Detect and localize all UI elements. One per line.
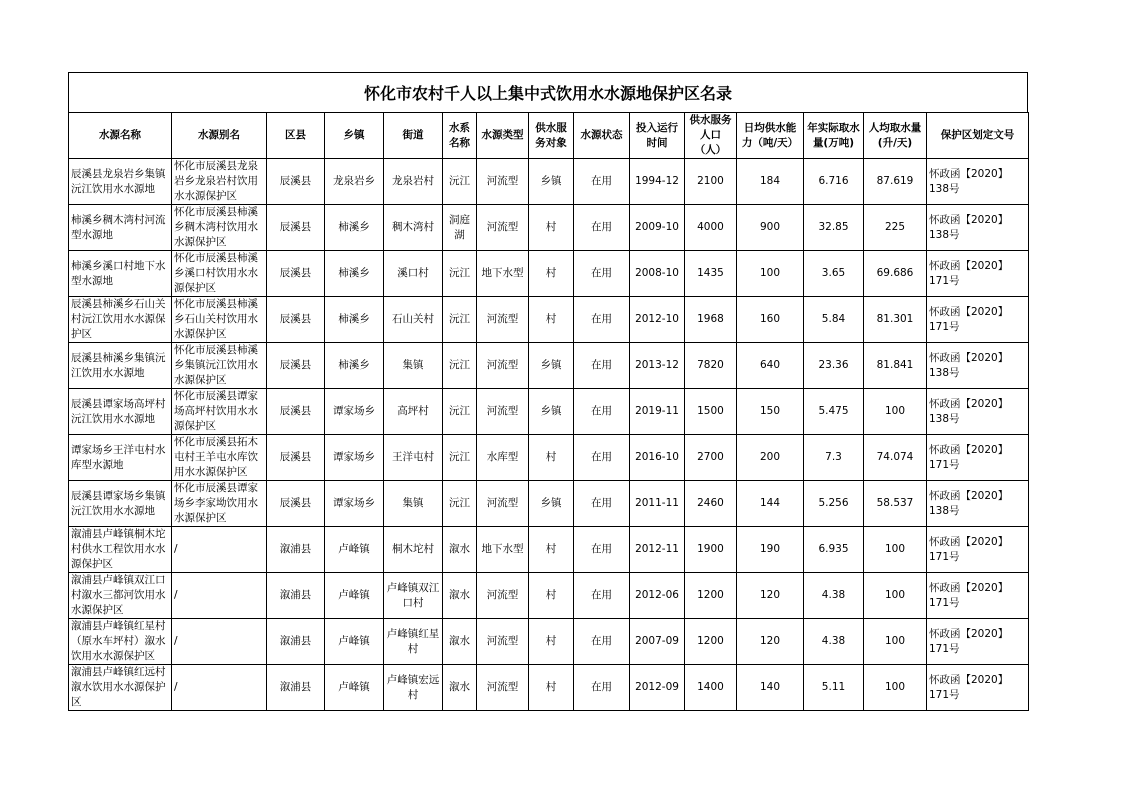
status-cell: 在用 <box>574 297 630 343</box>
annual-volume-cell: 32.85 <box>804 205 864 251</box>
alias-cell: / <box>172 573 267 619</box>
daily-capacity-cell: 200 <box>737 435 804 481</box>
header-cell: 街道 <box>384 113 443 159</box>
daily-capacity-cell: 640 <box>737 343 804 389</box>
per-capita-cell: 100 <box>864 389 927 435</box>
source-type-cell: 河流型 <box>477 573 529 619</box>
service-target-cell: 村 <box>529 665 574 711</box>
annual-volume-cell: 3.65 <box>804 251 864 297</box>
alias-cell: 怀化市辰溪县柿溪乡石山关村饮用水水源保护区 <box>172 297 267 343</box>
status-cell: 在用 <box>574 389 630 435</box>
source-type-cell: 河流型 <box>477 619 529 665</box>
township-cell: 卢峰镇 <box>325 619 384 665</box>
county-cell: 辰溪县 <box>267 343 325 389</box>
water-source-name-cell: 溆浦县卢峰镇红远村溆水饮用水水源保护区 <box>69 665 172 711</box>
status-cell: 在用 <box>574 343 630 389</box>
annual-volume-cell: 7.3 <box>804 435 864 481</box>
water-system-cell: 沅江 <box>443 297 477 343</box>
annual-volume-cell: 4.38 <box>804 619 864 665</box>
service-target-cell: 村 <box>529 573 574 619</box>
service-target-cell: 乡镇 <box>529 343 574 389</box>
street-cell: 王洋屯村 <box>384 435 443 481</box>
township-cell: 谭家场乡 <box>325 435 384 481</box>
alias-cell: 怀化市辰溪县柿溪乡稠木湾村饮用水水源保护区 <box>172 205 267 251</box>
header-cell: 乡镇 <box>325 113 384 159</box>
alias-cell: / <box>172 527 267 573</box>
table-row <box>69 251 1029 297</box>
header-cell: 水源名称 <box>69 113 172 159</box>
service-target-cell: 村 <box>529 435 574 481</box>
water-system-cell: 溆水 <box>443 527 477 573</box>
per-capita-cell: 100 <box>864 665 927 711</box>
township-cell: 龙泉岩乡 <box>325 159 384 205</box>
water-source-name-cell: 溆浦县卢峰镇桐木坨村供水工程饮用水水源保护区 <box>69 527 172 573</box>
table-row <box>69 435 1029 481</box>
population-cell: 1200 <box>685 573 737 619</box>
street-cell: 桐木坨村 <box>384 527 443 573</box>
water-source-name-cell: 辰溪县龙泉岩乡集镇沅江饮用水水源地 <box>69 159 172 205</box>
population-cell: 2700 <box>685 435 737 481</box>
township-cell: 卢峰镇 <box>325 573 384 619</box>
per-capita-cell: 69.686 <box>864 251 927 297</box>
township-cell: 柿溪乡 <box>325 343 384 389</box>
water-system-cell: 溆水 <box>443 619 477 665</box>
document-title: 怀化市农村千人以上集中式饮用水水源地保护区名录 <box>68 72 1028 112</box>
status-cell: 在用 <box>574 251 630 297</box>
document-number-cell: 怀政函【2020】171号 <box>927 435 1029 481</box>
alias-cell: 怀化市辰溪县谭家场乡李家坳饮用水水源保护区 <box>172 481 267 527</box>
county-cell: 溆浦县 <box>267 573 325 619</box>
water-source-name-cell: 辰溪县谭家场乡集镇沅江饮用水水源地 <box>69 481 172 527</box>
operation-date-cell: 1994-12 <box>630 159 685 205</box>
street-cell: 溪口村 <box>384 251 443 297</box>
per-capita-cell: 225 <box>864 205 927 251</box>
water-source-name-cell: 辰溪县柿溪乡石山关村沅江饮用水水源保护区 <box>69 297 172 343</box>
per-capita-cell: 100 <box>864 527 927 573</box>
table-row <box>69 205 1029 251</box>
water-source-name-cell: 辰溪县谭家场高坪村沅江饮用水水源地 <box>69 389 172 435</box>
document-number-cell: 怀政函【2020】171号 <box>927 251 1029 297</box>
operation-date-cell: 2008-10 <box>630 251 685 297</box>
annual-volume-cell: 5.256 <box>804 481 864 527</box>
source-type-cell: 河流型 <box>477 481 529 527</box>
document-number-cell: 怀政函【2020】138号 <box>927 481 1029 527</box>
document-number-cell: 怀政函【2020】171号 <box>927 527 1029 573</box>
annual-volume-cell: 5.84 <box>804 297 864 343</box>
alias-cell: 怀化市辰溪县龙泉岩乡龙泉岩村饮用水水源保护区 <box>172 159 267 205</box>
table-row <box>69 573 1029 619</box>
county-cell: 溆浦县 <box>267 527 325 573</box>
document-number-cell: 怀政函【2020】138号 <box>927 343 1029 389</box>
header-row <box>69 113 1029 159</box>
source-type-cell: 水库型 <box>477 435 529 481</box>
street-cell: 卢峰镇宏远村 <box>384 665 443 711</box>
source-type-cell: 河流型 <box>477 205 529 251</box>
water-system-cell: 沅江 <box>443 389 477 435</box>
document-number-cell: 怀政函【2020】138号 <box>927 205 1029 251</box>
population-cell: 1968 <box>685 297 737 343</box>
township-cell: 柿溪乡 <box>325 297 384 343</box>
annual-volume-cell: 5.475 <box>804 389 864 435</box>
county-cell: 辰溪县 <box>267 297 325 343</box>
header-cell: 投入运行时间 <box>630 113 685 159</box>
operation-date-cell: 2007-09 <box>630 619 685 665</box>
population-cell: 2100 <box>685 159 737 205</box>
daily-capacity-cell: 100 <box>737 251 804 297</box>
township-cell: 卢峰镇 <box>325 527 384 573</box>
header-cell: 水源状态 <box>574 113 630 159</box>
header-cell: 区县 <box>267 113 325 159</box>
water-system-cell: 溆水 <box>443 665 477 711</box>
annual-volume-cell: 5.11 <box>804 665 864 711</box>
water-system-cell: 沅江 <box>443 159 477 205</box>
header-cell: 供水服务人口（人） <box>685 113 737 159</box>
water-system-cell: 沅江 <box>443 343 477 389</box>
document-number-cell: 怀政函【2020】171号 <box>927 619 1029 665</box>
township-cell: 柿溪乡 <box>325 251 384 297</box>
street-cell: 稠木湾村 <box>384 205 443 251</box>
header-cell: 水源类型 <box>477 113 529 159</box>
township-cell: 卢峰镇 <box>325 665 384 711</box>
service-target-cell: 乡镇 <box>529 481 574 527</box>
document-number-cell: 怀政函【2020】171号 <box>927 297 1029 343</box>
county-cell: 辰溪县 <box>267 251 325 297</box>
county-cell: 辰溪县 <box>267 435 325 481</box>
water-source-name-cell: 谭家场乡王洋屯村水库型水源地 <box>69 435 172 481</box>
status-cell: 在用 <box>574 435 630 481</box>
service-target-cell: 村 <box>529 205 574 251</box>
annual-volume-cell: 6.935 <box>804 527 864 573</box>
operation-date-cell: 2012-09 <box>630 665 685 711</box>
annual-volume-cell: 6.716 <box>804 159 864 205</box>
daily-capacity-cell: 120 <box>737 573 804 619</box>
daily-capacity-cell: 150 <box>737 389 804 435</box>
street-cell: 高坪村 <box>384 389 443 435</box>
per-capita-cell: 100 <box>864 573 927 619</box>
document-number-cell: 怀政函【2020】171号 <box>927 573 1029 619</box>
status-cell: 在用 <box>574 481 630 527</box>
street-cell: 龙泉岩村 <box>384 159 443 205</box>
population-cell: 2460 <box>685 481 737 527</box>
per-capita-cell: 81.841 <box>864 343 927 389</box>
alias-cell: 怀化市辰溪县谭家场高坪村饮用水水源保护区 <box>172 389 267 435</box>
table-row <box>69 665 1029 711</box>
document-number-cell: 怀政函【2020】138号 <box>927 159 1029 205</box>
table-row <box>69 343 1029 389</box>
service-target-cell: 乡镇 <box>529 389 574 435</box>
county-cell: 辰溪县 <box>267 159 325 205</box>
alias-cell: / <box>172 665 267 711</box>
street-cell: 卢峰镇双江口村 <box>384 573 443 619</box>
service-target-cell: 村 <box>529 297 574 343</box>
source-type-cell: 地下水型 <box>477 251 529 297</box>
header-cell: 人均取水量(升/天) <box>864 113 927 159</box>
per-capita-cell: 74.074 <box>864 435 927 481</box>
county-cell: 辰溪县 <box>267 481 325 527</box>
daily-capacity-cell: 144 <box>737 481 804 527</box>
population-cell: 1500 <box>685 389 737 435</box>
alias-cell: / <box>172 619 267 665</box>
service-target-cell: 村 <box>529 619 574 665</box>
water-system-cell: 洞庭湖 <box>443 205 477 251</box>
status-cell: 在用 <box>574 573 630 619</box>
water-source-name-cell: 溆浦县卢峰镇红星村（原水车坪村）溆水饮用水水源保护区 <box>69 619 172 665</box>
status-cell: 在用 <box>574 665 630 711</box>
water-source-name-cell: 柿溪乡溪口村地下水型水源地 <box>69 251 172 297</box>
daily-capacity-cell: 140 <box>737 665 804 711</box>
water-system-cell: 沅江 <box>443 481 477 527</box>
daily-capacity-cell: 160 <box>737 297 804 343</box>
service-target-cell: 村 <box>529 251 574 297</box>
table-row <box>69 159 1029 205</box>
header-cell: 水源别名 <box>172 113 267 159</box>
population-cell: 1900 <box>685 527 737 573</box>
per-capita-cell: 58.537 <box>864 481 927 527</box>
operation-date-cell: 2019-11 <box>630 389 685 435</box>
daily-capacity-cell: 190 <box>737 527 804 573</box>
document-number-cell: 怀政函【2020】138号 <box>927 389 1029 435</box>
table-body <box>69 159 1029 711</box>
township-cell: 谭家场乡 <box>325 481 384 527</box>
header-cell: 供水服务对象 <box>529 113 574 159</box>
source-type-cell: 河流型 <box>477 665 529 711</box>
operation-date-cell: 2012-10 <box>630 297 685 343</box>
table-row <box>69 619 1029 665</box>
document-number-cell: 怀政函【2020】171号 <box>927 665 1029 711</box>
per-capita-cell: 81.301 <box>864 297 927 343</box>
header-cell: 日均供水能力（吨/天） <box>737 113 804 159</box>
table-row <box>69 389 1029 435</box>
daily-capacity-cell: 120 <box>737 619 804 665</box>
header-cell: 水系名称 <box>443 113 477 159</box>
table-row <box>69 481 1029 527</box>
status-cell: 在用 <box>574 205 630 251</box>
annual-volume-cell: 23.36 <box>804 343 864 389</box>
water-source-name-cell: 柿溪乡稠木湾村河流型水源地 <box>69 205 172 251</box>
per-capita-cell: 87.619 <box>864 159 927 205</box>
street-cell: 石山关村 <box>384 297 443 343</box>
daily-capacity-cell: 900 <box>737 205 804 251</box>
status-cell: 在用 <box>574 619 630 665</box>
header-cell: 年实际取水量(万吨) <box>804 113 864 159</box>
status-cell: 在用 <box>574 527 630 573</box>
table-row <box>69 297 1029 343</box>
street-cell: 集镇 <box>384 343 443 389</box>
daily-capacity-cell: 184 <box>737 159 804 205</box>
street-cell: 集镇 <box>384 481 443 527</box>
county-cell: 溆浦县 <box>267 665 325 711</box>
alias-cell: 怀化市辰溪县柿溪乡集镇沅江饮用水水源保护区 <box>172 343 267 389</box>
water-source-table <box>68 112 1029 711</box>
annual-volume-cell: 4.38 <box>804 573 864 619</box>
population-cell: 7820 <box>685 343 737 389</box>
source-type-cell: 地下水型 <box>477 527 529 573</box>
alias-cell: 怀化市辰溪县拓木屯村王羊屯水库饮用水水源保护区 <box>172 435 267 481</box>
street-cell: 卢峰镇红星村 <box>384 619 443 665</box>
header-cell: 保护区划定文号 <box>927 113 1029 159</box>
population-cell: 1400 <box>685 665 737 711</box>
water-system-cell: 沅江 <box>443 251 477 297</box>
status-cell: 在用 <box>574 159 630 205</box>
county-cell: 溆浦县 <box>267 619 325 665</box>
per-capita-cell: 100 <box>864 619 927 665</box>
service-target-cell: 村 <box>529 527 574 573</box>
source-type-cell: 河流型 <box>477 343 529 389</box>
operation-date-cell: 2011-11 <box>630 481 685 527</box>
population-cell: 1200 <box>685 619 737 665</box>
population-cell: 1435 <box>685 251 737 297</box>
township-cell: 柿溪乡 <box>325 205 384 251</box>
county-cell: 辰溪县 <box>267 389 325 435</box>
operation-date-cell: 2016-10 <box>630 435 685 481</box>
county-cell: 辰溪县 <box>267 205 325 251</box>
operation-date-cell: 2012-11 <box>630 527 685 573</box>
table-row <box>69 527 1029 573</box>
water-system-cell: 沅江 <box>443 435 477 481</box>
water-source-name-cell: 辰溪县柿溪乡集镇沅江饮用水水源地 <box>69 343 172 389</box>
water-source-name-cell: 溆浦县卢峰镇双江口村溆水三都河饮用水水源保护区 <box>69 573 172 619</box>
operation-date-cell: 2009-10 <box>630 205 685 251</box>
source-type-cell: 河流型 <box>477 297 529 343</box>
operation-date-cell: 2012-06 <box>630 573 685 619</box>
population-cell: 4000 <box>685 205 737 251</box>
source-type-cell: 河流型 <box>477 389 529 435</box>
township-cell: 谭家场乡 <box>325 389 384 435</box>
alias-cell: 怀化市辰溪县柿溪乡溪口村饮用水水源保护区 <box>172 251 267 297</box>
water-system-cell: 溆水 <box>443 573 477 619</box>
source-type-cell: 河流型 <box>477 159 529 205</box>
operation-date-cell: 2013-12 <box>630 343 685 389</box>
sheet <box>68 72 1028 711</box>
service-target-cell: 乡镇 <box>529 159 574 205</box>
